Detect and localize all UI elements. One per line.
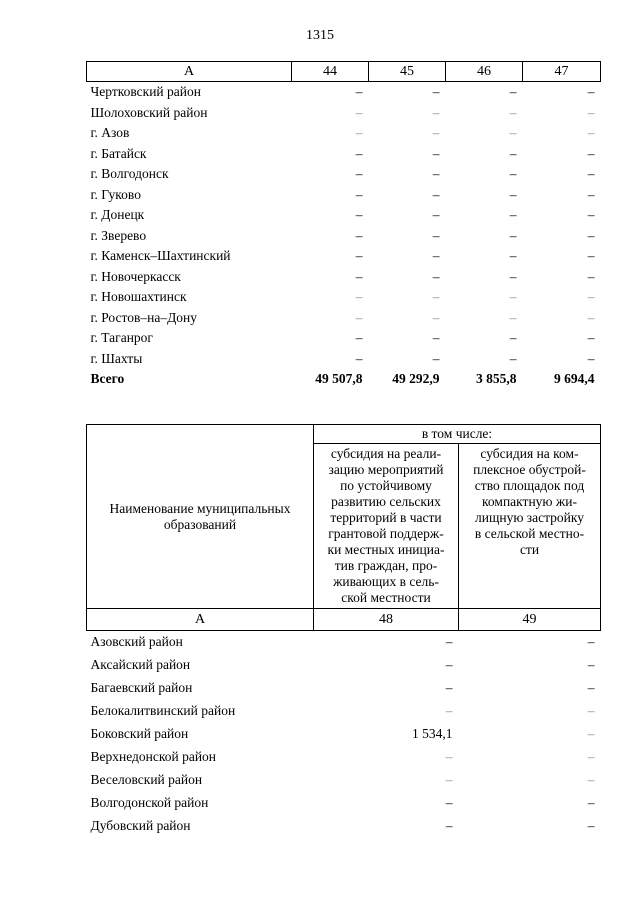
table-row: [87, 267, 601, 288]
subheader-line: по устойчивому: [340, 478, 432, 493]
subheader-line: ство площадок под: [474, 478, 585, 493]
table-row: [87, 328, 601, 349]
value-cell: –: [432, 350, 440, 366]
total-value: 49 507,8: [315, 371, 363, 387]
table-row: [87, 246, 601, 267]
table-row: [87, 185, 601, 206]
municipality-name: г. Волгодонск: [90, 166, 169, 182]
value-cell: –: [432, 227, 440, 243]
column-header: 45: [369, 62, 446, 82]
value-cell: –: [587, 748, 595, 764]
value-cell: –: [509, 125, 517, 141]
value-cell: –: [355, 330, 363, 346]
value-cell: –: [432, 268, 440, 284]
table-1: [86, 61, 601, 390]
value-cell: –: [587, 289, 595, 305]
value-cell: –: [509, 248, 517, 264]
table-row: [87, 791, 601, 814]
value-cell: –: [432, 289, 440, 305]
municipal-name-header: Наименование муниципальных образований: [87, 425, 314, 609]
municipality-name: г. Каменск–Шахтинский: [90, 248, 231, 264]
column-header: 46: [446, 62, 523, 82]
table-row: [87, 349, 601, 370]
total-label: Всего: [90, 371, 125, 387]
value-cell: –: [355, 227, 363, 243]
value-cell: –: [509, 227, 517, 243]
table-row: [87, 82, 601, 103]
value-cell: –: [445, 748, 453, 764]
table-row: [87, 814, 601, 837]
table-row: [87, 164, 601, 185]
value-cell: –: [432, 84, 440, 100]
value-cell: –: [432, 125, 440, 141]
municipality-name: г. Ростов–на–Дону: [90, 309, 198, 325]
municipality-name: Боковский район: [90, 726, 189, 741]
subsidy-header-48: [314, 444, 459, 609]
value-cell: –: [445, 680, 453, 696]
column-header: 44: [292, 62, 369, 82]
subheader-line: плексное обустрой-: [473, 462, 586, 477]
page-number: 1315: [306, 28, 334, 43]
table-2: [86, 424, 601, 837]
municipality-name: Дубовский район: [90, 817, 191, 833]
value-cell: –: [587, 703, 595, 719]
municipality-name: Веселовский район: [90, 771, 203, 787]
subsidy-header-49: [459, 444, 601, 609]
value-cell: –: [355, 166, 363, 182]
value-cell: –: [355, 145, 363, 161]
table-row: [87, 103, 601, 124]
table-row: [87, 123, 601, 144]
value-cell: –: [432, 186, 440, 202]
table-2-column-number-row: [87, 609, 601, 631]
table-row: [87, 308, 601, 329]
value-cell: –: [587, 186, 595, 202]
subheader-line: лищную застройку: [474, 510, 584, 525]
value-cell: –: [445, 771, 453, 787]
municipality-name: г. Гуково: [90, 186, 141, 202]
value-cell: –: [509, 207, 517, 223]
municipality-name: г. Донецк: [90, 207, 145, 223]
value-cell: –: [355, 309, 363, 325]
value-cell: –: [587, 817, 595, 833]
value-cell: –: [432, 207, 440, 223]
subheader-line: живающих в сель-: [333, 574, 439, 589]
municipality-name: г. Батайск: [90, 145, 147, 161]
value-cell: –: [587, 309, 595, 325]
municipality-name: Волгодонской район: [90, 794, 209, 810]
value-cell: –: [509, 104, 517, 120]
value-cell: –: [445, 703, 453, 719]
municipality-name: Белокалитвинский район: [90, 703, 236, 719]
municipality-name: г. Зверево: [90, 227, 147, 243]
value-cell: –: [509, 330, 517, 346]
table-row: [87, 745, 601, 768]
total-value: 49 292,9: [392, 371, 440, 387]
value-cell: –: [432, 248, 440, 264]
value-cell: –: [509, 84, 517, 100]
value-cell: –: [509, 289, 517, 305]
municipality-name: г. Новочеркасск: [90, 268, 181, 284]
subheader-line: зацию мероприятий: [328, 462, 444, 477]
value-cell: –: [432, 166, 440, 182]
table-row: [87, 723, 601, 746]
subheader-line: в сельской местно-: [474, 526, 585, 541]
value-cell: –: [509, 350, 517, 366]
value-cell: –: [587, 166, 595, 182]
municipality-name: Багаевский район: [90, 680, 193, 696]
value-cell: –: [355, 248, 363, 264]
including-header: в том числе:: [314, 425, 601, 444]
value-cell: –: [587, 145, 595, 161]
value-cell: –: [445, 794, 453, 810]
value-cell: –: [587, 248, 595, 264]
value-cell: –: [355, 125, 363, 141]
table-row: [87, 144, 601, 165]
value-cell: –: [432, 104, 440, 120]
municipality-name: Аксайский район: [90, 657, 191, 673]
column-header: 49: [459, 609, 601, 631]
value-cell: –: [587, 207, 595, 223]
value-cell: –: [445, 634, 453, 650]
table-1-header-row: [87, 62, 601, 82]
table-row: [87, 205, 601, 226]
column-header: А: [87, 609, 314, 631]
value-cell: –: [509, 166, 517, 182]
subheader-line: ской местности: [341, 590, 431, 605]
subheader-line: развитию сельских: [331, 494, 441, 509]
municipality-name: Шолоховский район: [90, 104, 208, 120]
value-cell: –: [587, 634, 595, 650]
value-cell: –: [587, 680, 595, 696]
value-cell: –: [355, 186, 363, 202]
table-row: [87, 700, 601, 723]
column-header: 48: [314, 609, 459, 631]
subheader-line: субсидия на ком-: [480, 446, 579, 461]
value-cell: –: [587, 657, 595, 673]
value-cell: –: [432, 309, 440, 325]
total-value: 3 855,8: [476, 371, 517, 387]
value-cell: –: [587, 350, 595, 366]
value-cell: –: [587, 268, 595, 284]
value-cell: –: [587, 771, 595, 787]
table-row: [87, 654, 601, 677]
column-header: А: [87, 62, 292, 82]
municipality-name: Чертковский район: [90, 84, 201, 100]
value-cell: –: [509, 186, 517, 202]
value-cell: –: [355, 289, 363, 305]
table-row: [87, 287, 601, 308]
subheader-line: компактную жи-: [482, 494, 577, 509]
value-cell: –: [587, 125, 595, 141]
total-value: 9 694,4: [554, 371, 595, 387]
value-cell: –: [509, 268, 517, 284]
table-row: [87, 631, 601, 654]
municipality-name: г. Шахты: [90, 350, 143, 366]
subheader-line: грантовой поддерж-: [328, 526, 444, 541]
subheader-line: тив граждан, про-: [334, 558, 438, 573]
value-cell: –: [587, 227, 595, 243]
municipality-name: Верхнедонской район: [90, 748, 217, 764]
table-row: [87, 768, 601, 791]
subheader-line: сти: [519, 542, 540, 557]
value-cell: –: [509, 309, 517, 325]
subheader-line: территорий в части: [330, 510, 442, 525]
value-cell: –: [432, 145, 440, 161]
value-cell: –: [355, 104, 363, 120]
value-cell: –: [587, 726, 595, 741]
column-header: 47: [523, 62, 601, 82]
subheader-line: ки местных инициа-: [327, 542, 445, 557]
value-cell: –: [587, 330, 595, 346]
total-row: [87, 369, 601, 390]
subheader-line: субсидия на реали-: [330, 446, 442, 461]
value-cell: 1 534,1: [412, 726, 453, 741]
municipality-name: г. Таганрог: [90, 330, 153, 346]
value-cell: –: [587, 104, 595, 120]
table-row: [87, 677, 601, 700]
value-cell: –: [355, 350, 363, 366]
value-cell: –: [355, 207, 363, 223]
municipality-name: г. Азов: [90, 125, 130, 141]
table-row: [87, 226, 601, 247]
municipality-name: Азовский район: [90, 634, 183, 650]
value-cell: –: [587, 84, 595, 100]
value-cell: –: [587, 794, 595, 810]
value-cell: –: [445, 817, 453, 833]
value-cell: –: [355, 268, 363, 284]
value-cell: –: [509, 145, 517, 161]
value-cell: –: [355, 84, 363, 100]
value-cell: –: [432, 330, 440, 346]
value-cell: –: [445, 657, 453, 673]
municipality-name: г. Новошахтинск: [90, 289, 187, 305]
